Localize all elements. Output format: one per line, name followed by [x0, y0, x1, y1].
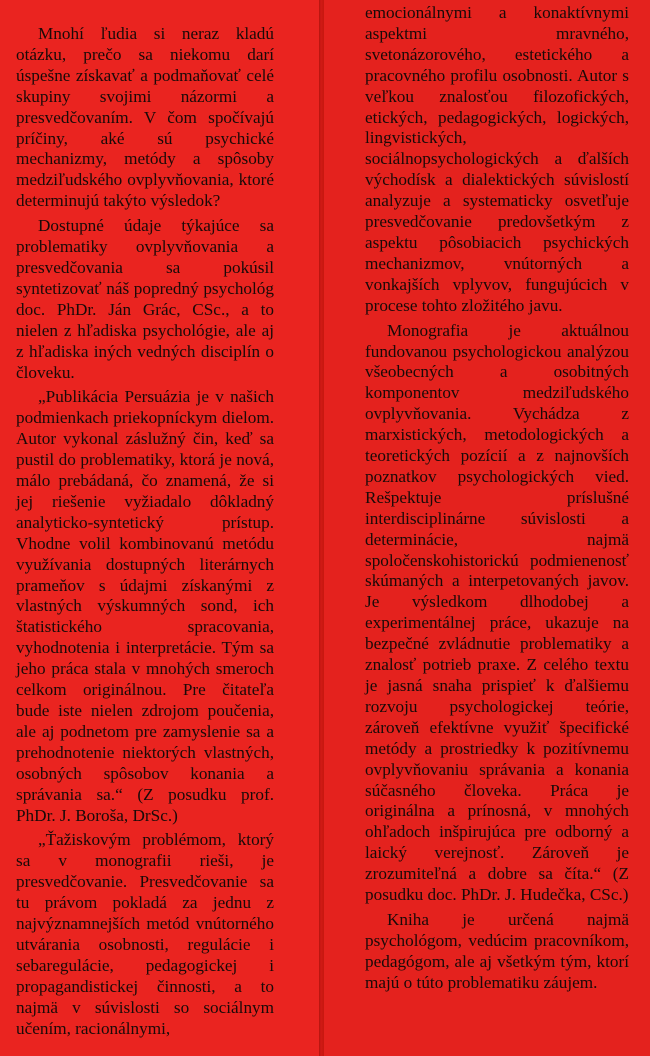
left-paragraph-1: Mnohí ľudia si neraz kladú otázku, prečo sa niekomu darí úspešne získavať a podmaňovať celé skupiny svojimi názormi a presvedčovaním. V čom spočívajú príčiny, aké sú psychické mechanizmy, metódy a spôsoby medziľudského ovplyvňovania, ktoré determinujú takýto výsledok? [16, 24, 274, 211]
left-paragraph-3: „Publikácia Persuázia je v našich podmienkach priekopníckym dielom. Autor vykonal záslužný čin, keď sa pustil do problematiky, ktorá je nová, málo prebádaná, čo znamená, že si jej riešenie vyžiadalo dôkladný analyticko-syntetický prístup. Vhodne volil kombinovanú metódu využívania dostupných literárnych prameňov s údajmi získanými z vlastných výskumných sond, ich štatistického spracovania, vyhodnotenia i interpretácie. Tým sa jeho práca stala v mnohých smeroch celkom originálnou. Pre čitateľa bude iste nielen zdrojom poučenia, ale aj podnetom pre zamyslenie sa a prehodnotenie niektorých vlastných, osobných spôsobov konania a správania sa.“ (Z posudku prof. PhDr. J. Boroša, DrSc.) [16, 387, 274, 825]
right-column [365, 3, 629, 994]
left-paragraph-2: Dostupné údaje týkajúce sa problematiky ovplyvňovania a presvedčovania sa pokúsil syntetizovať náš popredný psychológ doc. PhDr. Ján Grác, CSc., a to nielen z hľadiska psychológie, ale aj z hľadiska iných vedných disciplín o človeku. [16, 216, 274, 382]
right-paragraph-2: Kniha je určená najmä psychológom, vedúcim pracovníkom, pedagógom, ale aj všetkým tým, ktorí majú o túto problematiku záujem. [365, 909, 629, 992]
left-paragraph-4: „Ťažiskovým problémom, ktorý sa v monografii rieši, je presvedčovanie. Presvedčovanie sa tu právom pokladá za jednu z najvýznamnejších metód vnútorného utvárania osobnosti, regulácie i sebaregulácie, pedagogickej i propagandistickej činnosti, a to najmä v súvislosti so sociálnym učením, racionálnymi, [16, 830, 274, 1038]
right-continuation: emocionálnymi a konaktívnymi aspektmi mravného, svetonázorového, estetického a pracovného profilu osobnosti. Autor s veľkou znalosťou filozofických, etických, pedagogických, logických, lingvistických, sociálnopsychologických a ďalších východísk a dialektických súvislostí analyzuje a systematicky osvetľuje presvedčovanie predovšetkým z aspektu pôsobiacich psychických mechanizmov, vnútorných a vonkajších vplyvov, fungujúcich v procese tohto zložitého javu. [365, 3, 629, 315]
left-column [16, 24, 274, 1040]
right-paragraph-1: Monografia je aktuálnou fundovanou psychologickou analýzou všeobecných a osobitných komponentov medziľudského ovplyvňovania. Vychádza z marxistických, metodologických a teoretických pozícií a z najnovších poznatkov psychologických vied. Rešpektuje príslušné interdisciplinárne súvislosti a determinácie, najmä spoločenskohistorickú podmienenosť skúmaných a interpetovaných javov. Je výsledkom dlhodobej a experimentálnej práce, ukazuje na bezpečné zvládnutie problematiky a znalosť potrieb praxe. Z celého textu je jasná snaha prispieť k ďalšiemu rozvoju psychologickej teórie, zároveň efektívne využiť špecifické metódy a prostriedky k pozitívnemu ovplyvňovaniu správania a konania súčasného človeka. Práca je originálna a prínosná, v mnohých ohľadoch inšpirujúca pre odborný a laický verejnosť. Zároveň je zrozumiteľná a dobre sa číta.“ (Z posudku doc. PhDr. J. Hudečka, CSc.) [365, 320, 629, 905]
